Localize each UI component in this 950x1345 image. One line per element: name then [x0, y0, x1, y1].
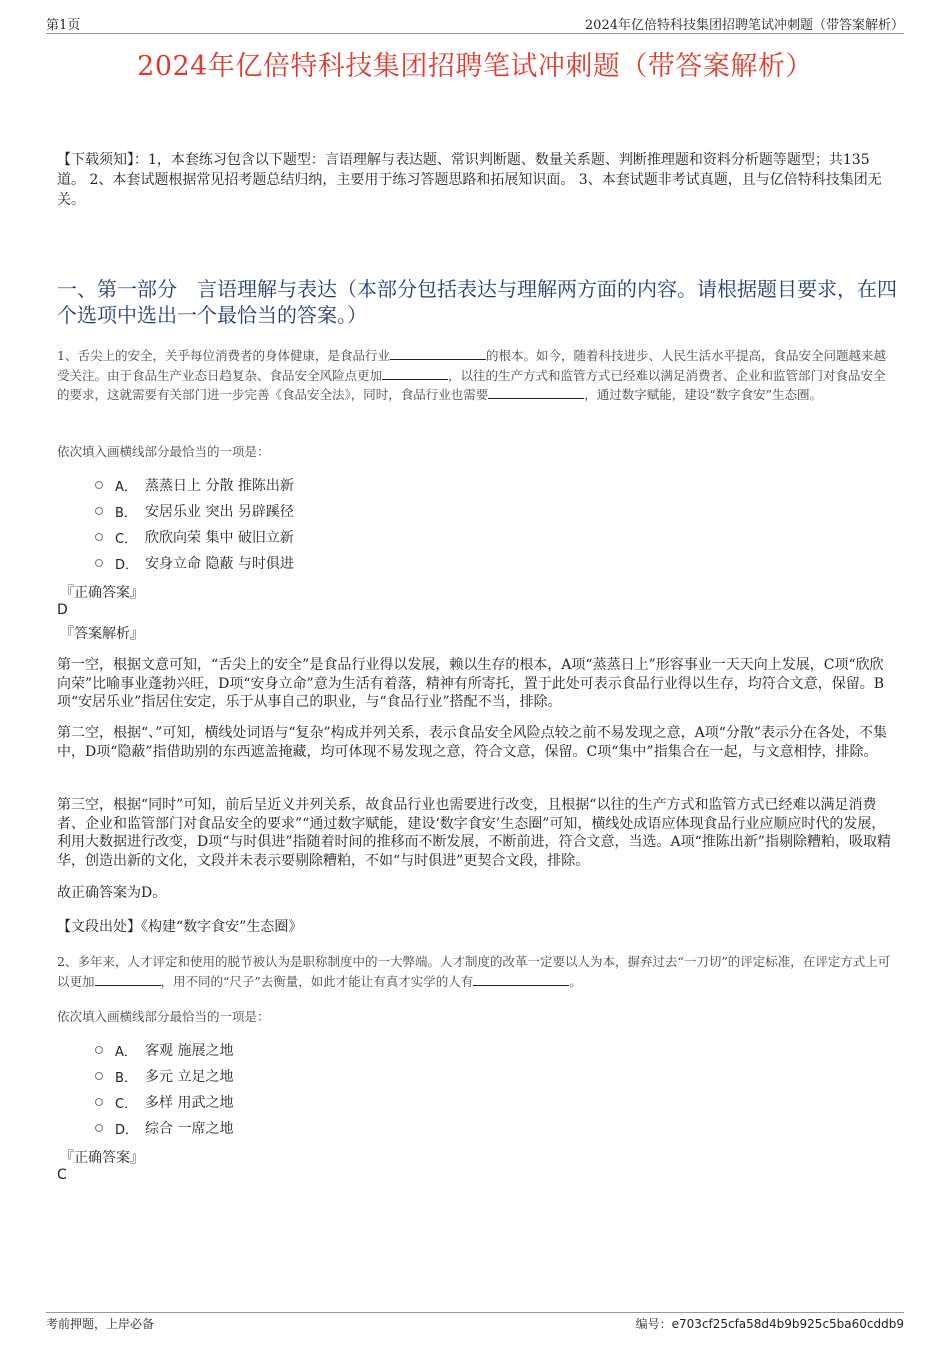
option-text: 客观 施展之地	[145, 1043, 234, 1059]
correct-answer-label: 『正确答案』	[60, 1150, 144, 1166]
blank	[473, 973, 569, 986]
question-1-prompt: 依次填入画横线部分最恰当的一项是：	[57, 444, 270, 459]
radio-icon[interactable]	[95, 1072, 103, 1080]
radio-icon[interactable]	[95, 1124, 103, 1132]
analysis-paragraph: 第三空，根据“同时”可知，前后呈近义并列关系，故食品行业也需要进行改变，且根据“以往的生产方式和监管方式已经难以满足消费者、企业和监管部门对食品安全的要求”“通过数字赋能，建设‘数字食安’生态圈”可知，横线处成语应体现食品行业应顺应时代的发展，利用大数据进行改变，D项“与时俱进”指随着时间的推移而不断发展，不断前进，符合文意，当选。A项“推陈出新”指剔除糟粕，吸取精华，创造出新的文化，文段并未表示要剔除糟粕，不如“与时俱进”更契合文段，排除。	[57, 797, 891, 869]
q2-text-part: ，用不同的“尺子”去衡量，如此才能让有真才实学的人有	[160, 973, 474, 989]
question-1-text	[57, 346, 897, 405]
correct-answer: C	[57, 1167, 67, 1183]
correct-answer: D	[57, 602, 68, 618]
code-label: 编号：	[635, 1317, 672, 1331]
page-number: 第1页	[46, 18, 81, 33]
q2-text-part: 2、多年来，人才评定和使用的脱节被认为是职称制度中的一大弊端。人才制度的改革一定要以人为本，摒弃过去“一刀切”的评定标准，在评定方式上可以更加	[57, 954, 891, 989]
q1-text-part: 1、舌尖上的安全，关乎每位消费者的身体健康，是食品行业	[57, 348, 390, 363]
blank	[95, 973, 161, 986]
option-letter: B．	[115, 1070, 137, 1086]
option-b[interactable]	[95, 498, 294, 524]
question-2-options	[95, 1037, 233, 1141]
radio-icon[interactable]	[95, 481, 103, 489]
option-text: 蒸蒸日上 分散 推陈出新	[145, 478, 294, 494]
option-text: 安居乐业 突出 另辟蹊径	[145, 504, 294, 520]
question-1-options	[95, 472, 294, 576]
footer-slogan: 考前押题，上岸必备	[46, 1317, 155, 1331]
option-text: 安身立命 隐蔽 与时俱进	[145, 556, 294, 572]
analysis-paragraph: 第二空，根据“、”可知，横线处词语与“复杂”构成并列关系，表示食品安全风险点较之前不易发现之意，A项“分散”表示分在各处，不集中，D项“隐蔽”指借助别的东西遮盖掩藏，均可体现不易发现之意，符合文意，保留。C项“集中”指集合在一起，与文意相悖，排除。	[57, 725, 888, 760]
running-header-title: 2024年亿倍特科技集团招聘笔试冲刺题（带答案解析）	[584, 18, 904, 33]
footer-code	[636, 1315, 904, 1332]
option-text: 欣欣向荣 集中 破旧立新	[145, 530, 294, 546]
correct-answer-label: 『正确答案』	[60, 585, 144, 601]
option-letter: D．	[115, 557, 139, 573]
option-c[interactable]	[95, 1089, 233, 1115]
footer-divider	[46, 1312, 904, 1313]
section-heading: 一、第一部分 言语理解与表达（本部分包括表达与理解两方面的内容。请根据题目要求，在四个选项中选出一个最恰当的答案。）	[57, 277, 897, 327]
option-a[interactable]	[95, 1037, 233, 1063]
q1-text-part: 的根本。如今，随着科技进步、人民生活水平提高，食品安全问题越来越受关注。由于食品生产业态日趋复杂、食品安全风险点更加	[57, 348, 886, 383]
document-title: 2024年亿倍特科技集团招聘笔试冲刺题（带答案解析）	[137, 51, 813, 82]
download-notice: 【下载须知】：1，本套练习包含以下题型：言语理解与表达题、常识判断题、数量关系题、判断推理题和资料分析题等题型；共135道。 2、本套试题根据常见招考题总结归纳，主要用于练习答题思路和拓展知识面。 3、本套试题非考试真题，且与亿倍特科技集团无关。	[57, 152, 882, 208]
radio-icon[interactable]	[95, 1046, 103, 1054]
option-c[interactable]	[95, 524, 294, 550]
option-letter: C．	[115, 531, 138, 547]
option-text: 综合 一席之地	[145, 1121, 234, 1137]
radio-icon[interactable]	[95, 559, 103, 567]
radio-icon[interactable]	[95, 533, 103, 541]
option-text: 多元 立足之地	[145, 1069, 234, 1085]
option-d[interactable]	[95, 550, 294, 576]
option-letter: A．	[115, 1044, 137, 1060]
radio-icon[interactable]	[95, 1098, 103, 1106]
code-value: e703cf25cfa58d4b9b925c5ba60cddb9	[671, 1317, 904, 1331]
blank	[488, 386, 584, 399]
option-text: 多样 用武之地	[145, 1095, 234, 1111]
question-2-prompt: 依次填入画横线部分最恰当的一项是：	[57, 1009, 270, 1024]
header-divider	[46, 33, 904, 34]
blank	[382, 367, 448, 380]
analysis-label: 『答案解析』	[60, 626, 144, 642]
q1-text-part: ，通过数字赋能，建设“数字食安”生态圈。	[584, 387, 823, 402]
option-d[interactable]	[95, 1115, 233, 1141]
option-a[interactable]	[95, 472, 294, 498]
option-letter: B．	[115, 505, 137, 521]
option-letter: D．	[115, 1122, 139, 1138]
blank	[390, 347, 486, 360]
q2-text-part: 。	[569, 973, 582, 989]
source-citation: 【文段出处】《构建“数字食安”生态圈》	[57, 919, 303, 935]
option-letter: C．	[115, 1096, 138, 1112]
analysis-paragraph: 第一空，根据文意可知，“舌尖上的安全”是食品行业得以发展，赖以生存的根本，A项“蒸蒸日上”形容事业一天天向上发展，C项“欣欣向荣”比喻事业蓬勃兴旺，D项“安身立命”意为生活有着落，精神有所寄托，置于此处可表示食品行业得以生存，均符合文意，保留。B项“安居乐业”指居住安定，乐于从事自己的职业，与“食品行业”搭配不当，排除。	[57, 657, 884, 710]
q1-text-part: ，以往的生产方式和监管方式已经难以满足消费者、企业和监管部门对食品安全的要求，这就需要有关部门进一步完善《食品安全法》，同时，食品行业也需要	[57, 367, 886, 402]
question-2-text	[57, 952, 897, 991]
option-b[interactable]	[95, 1063, 233, 1089]
option-letter: A．	[115, 479, 137, 495]
analysis-conclusion: 故正确答案为D。	[57, 885, 167, 901]
radio-icon[interactable]	[95, 507, 103, 515]
